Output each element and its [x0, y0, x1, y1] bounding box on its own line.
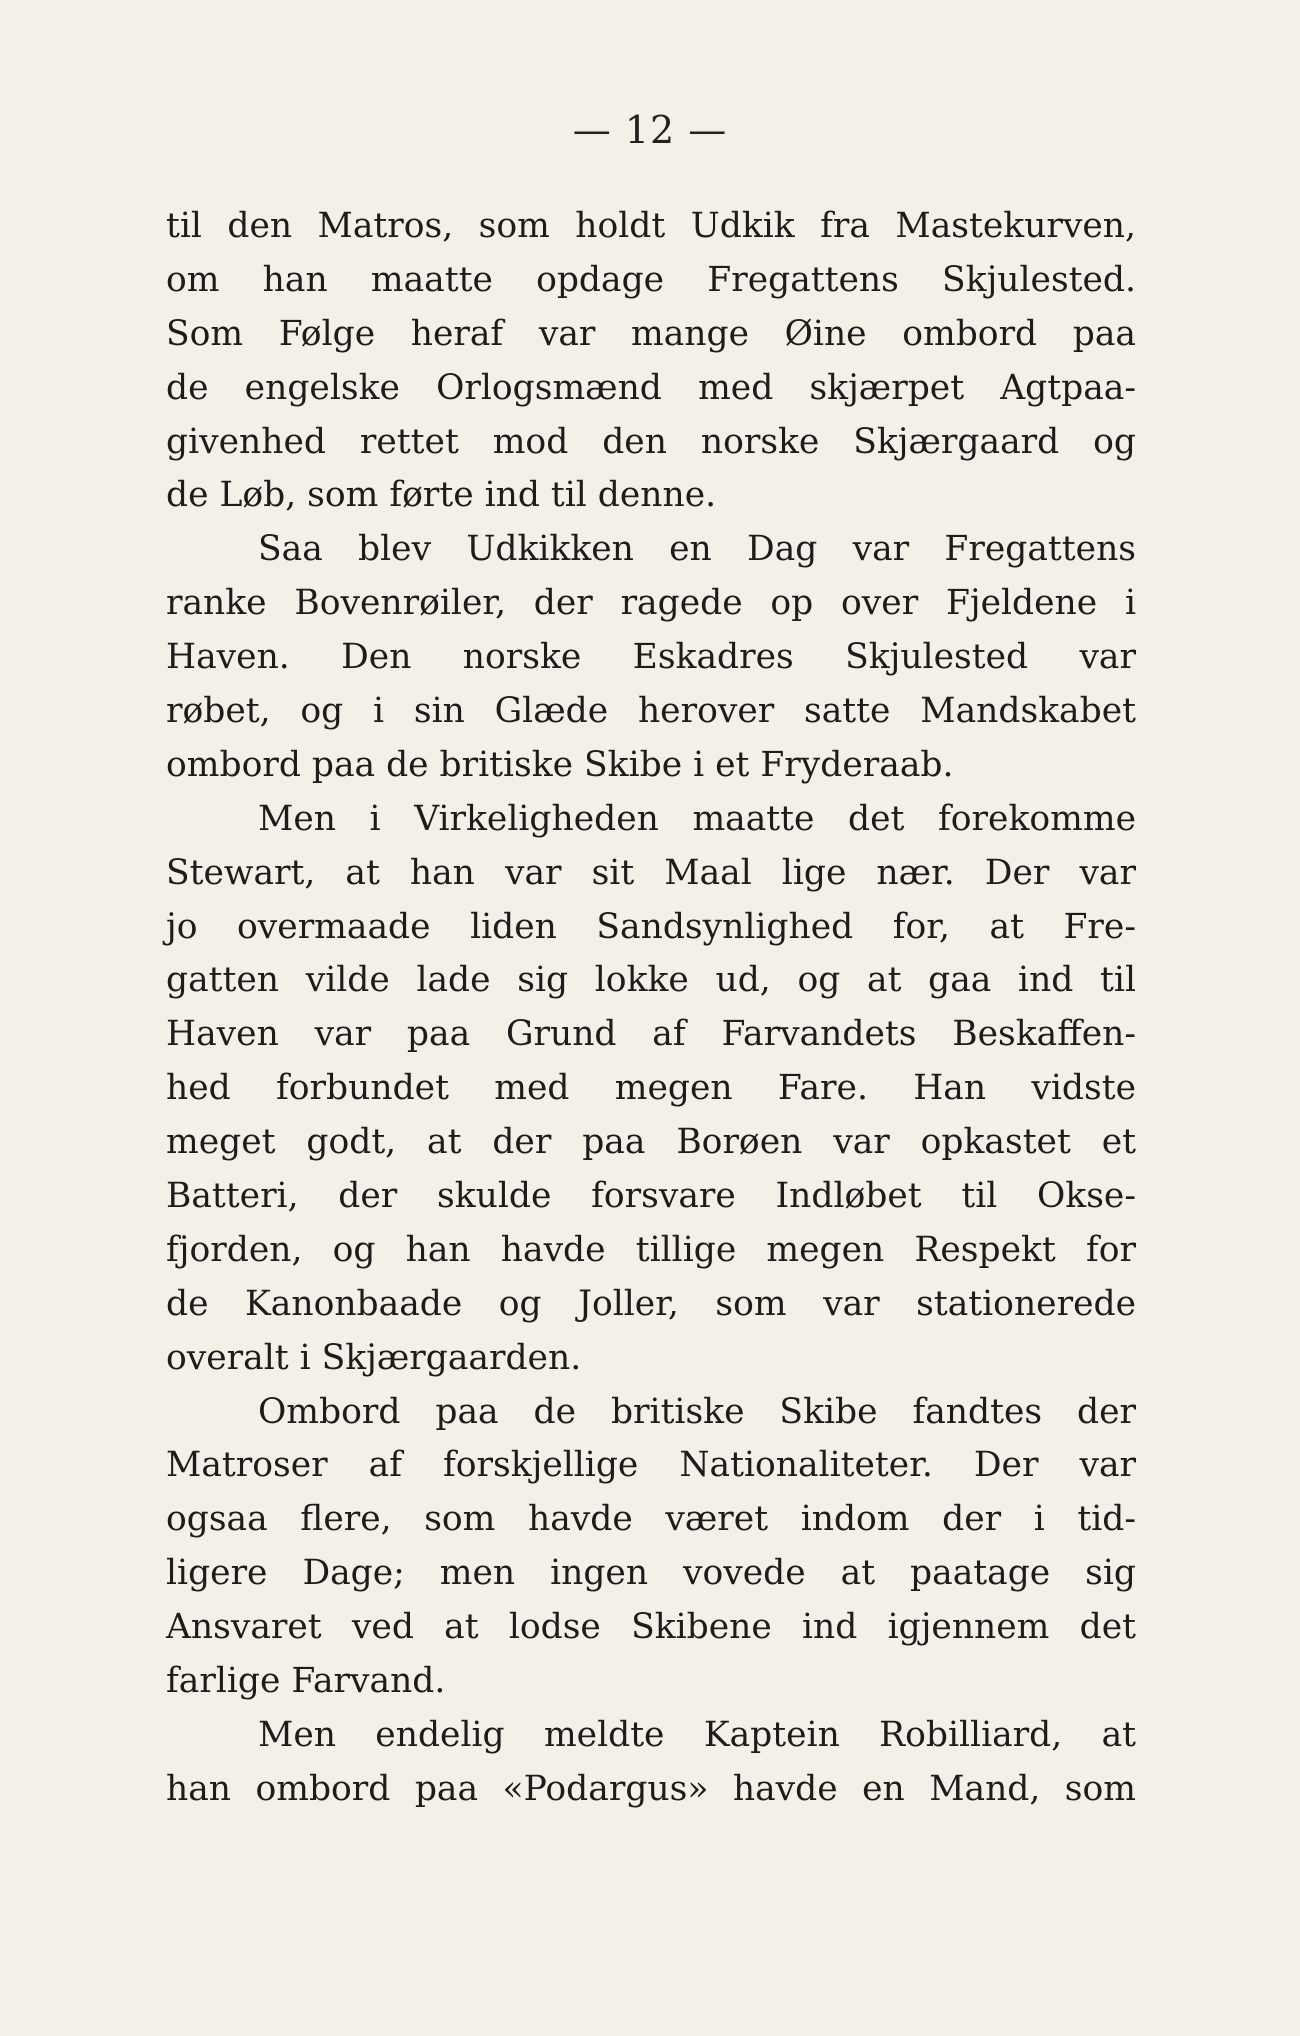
- text-line: de engelske Orlogsmænd med skjærpet Agtpaa-: [166, 367, 1136, 408]
- text-line: Batteri, der skulde forsvare Indløbet til Okse-: [166, 1176, 1136, 1217]
- text-line: Ansvaret ved at lodse Skibene ind igjennem det: [166, 1607, 1136, 1648]
- text-line: ombord paa de britiske Skibe i et Fryderaab.: [166, 744, 954, 785]
- text-line: fjorden, og han havde tillige megen Respekt for: [166, 1229, 1136, 1270]
- body-text: [166, 200, 1136, 1817]
- text-line: Saa blev Udkikken en Dag var Fregattens: [258, 529, 1136, 570]
- text-line: de Kanonbaade og Joller, som var stationerede: [166, 1283, 1136, 1324]
- text-line: ligere Dage; men ingen vovede at paatage sig: [166, 1553, 1136, 1594]
- text-line: røbet, og i sin Glæde herover satte Mandskabet: [166, 691, 1136, 732]
- text-line: givenhed rettet mod den norske Skjærgaard og: [166, 421, 1136, 462]
- text-line: de Løb, som førte ind til denne.: [166, 475, 717, 516]
- text-line: overalt i Skjærgaarden.: [166, 1337, 582, 1378]
- text-line: Matroser af forskjellige Nationaliteter. Der var: [166, 1445, 1136, 1486]
- page-number: — 12 —: [572, 108, 728, 152]
- text-line: Men endelig meldte Kaptein Robilliard, at: [258, 1714, 1136, 1755]
- text-line: han ombord paa «Podargus» havde en Mand, som: [166, 1768, 1136, 1809]
- text-line: ranke Bovenrøiler, der ragede op over Fjeldene i: [166, 583, 1136, 624]
- text-line: Ombord paa de britiske Skibe fandtes der: [258, 1391, 1136, 1432]
- text-line: om han maatte opdage Fregattens Skjulested.: [166, 259, 1136, 300]
- text-line: Stewart, at han var sit Maal lige nær. Der var: [166, 852, 1136, 893]
- text-line: farlige Farvand.: [166, 1661, 446, 1702]
- text-line: Som Følge heraf var mange Øine ombord paa: [166, 313, 1136, 354]
- text-line: Men i Virkeligheden maatte det forekomme: [258, 798, 1136, 839]
- text-line: meget godt, at der paa Borøen var opkastet et: [166, 1122, 1136, 1163]
- text-line: jo overmaade liden Sandsynlighed for, at Fre-: [166, 906, 1136, 947]
- text-line: Haven. Den norske Eskadres Skjulested var: [166, 637, 1136, 678]
- text-line: gatten vilde lade sig lokke ud, og at gaa ind til: [166, 960, 1136, 1001]
- text-line: til den Matros, som holdt Udkik fra Mastekurven,: [166, 206, 1136, 246]
- text-line: ogsaa flere, som havde været indom der i tid-: [166, 1499, 1136, 1540]
- text-line: Haven var paa Grund af Farvandets Beskaffen-: [166, 1014, 1136, 1055]
- text-line: hed forbundet med megen Fare. Han vidste: [166, 1068, 1136, 1109]
